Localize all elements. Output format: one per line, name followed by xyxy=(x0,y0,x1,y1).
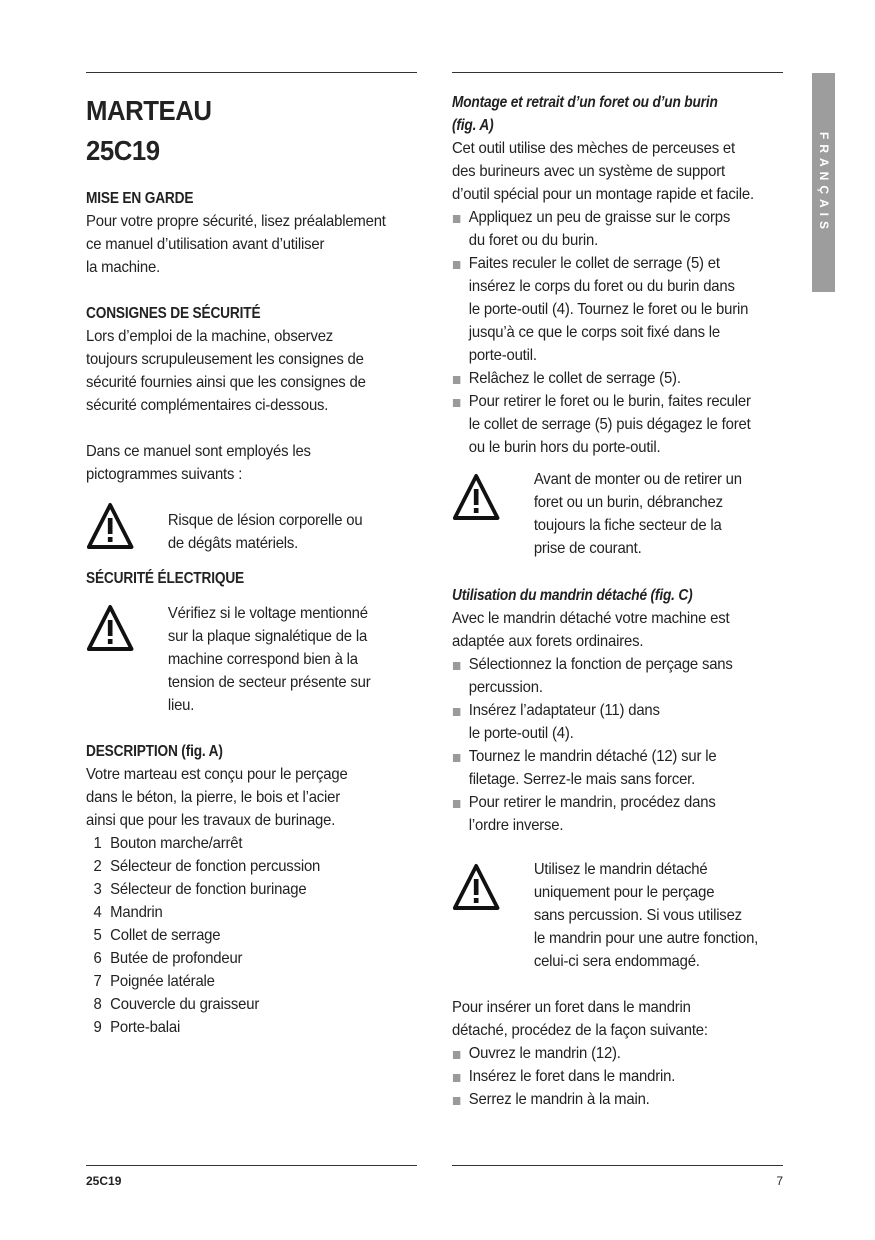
warning-triangle-icon xyxy=(86,502,134,550)
list-item: Tournez le mandrin détaché (12) sur le filetage. Serrez-le mais sans forcer. xyxy=(452,745,782,791)
right-column xyxy=(452,72,783,1111)
parts-list xyxy=(86,832,416,1039)
list-item: Pour retirer le foret ou le burin, faites reculer le collet de serrage (5) puis dégagez le foret ou le burin hors du porte-outil. xyxy=(452,390,782,459)
list-item: Pour retirer le mandrin, procédez dans l’ordre inverse. xyxy=(452,791,782,837)
language-tab-label: FRANÇAIS xyxy=(816,131,831,234)
warning-chuck: Utilisez le mandrin détaché uniquement pour le perçage sans percussion. Si vous utilisez le mandrin pour une autre fonction, celui-ci sera endommagé. xyxy=(452,861,782,973)
mandrin-insert-text: Pour insérer un foret dans le mandrin détaché, procédez de la façon suivante: xyxy=(452,999,708,1039)
language-tab xyxy=(812,73,835,292)
consignes-heading: CONSIGNES DE SÉCURITÉ xyxy=(86,305,261,322)
warning-unplug: Avant de monter ou de retirer un foret ou un burin, débranchez toujours la fiche secteur de la prise de courant. xyxy=(452,471,782,560)
electrique-heading: SÉCURITÉ ÉLECTRIQUE xyxy=(86,570,245,587)
list-item: Ouvrez le mandrin (12). xyxy=(452,1042,782,1065)
warning-voltage: Vérifiez si le voltage mentionné sur la plaque signalétique de la machine correspond bien à la tension de secteur présente sur lieu. xyxy=(86,602,416,717)
montage-text: Cet outil utilise des mèches de perceuses et des burineurs avec un système de support d’outil spécial pour un montage rapide et facile. xyxy=(452,140,754,203)
mise-en-garde-heading: MISE EN GARDE xyxy=(86,190,194,207)
left-column xyxy=(86,72,417,1039)
footer-model: 25C19 xyxy=(86,1174,122,1188)
mandrin-insert-steps xyxy=(452,1042,782,1111)
mandrin-steps xyxy=(452,653,782,837)
mandrin-text: Avec le mandrin détaché votre machine est adaptée aux forets ordinaires. xyxy=(452,610,730,650)
list-item: 4 Mandrin xyxy=(93,904,163,921)
warning-triangle-icon xyxy=(86,604,134,652)
footer-left xyxy=(86,1165,417,1188)
list-item: 7 Poignée latérale xyxy=(93,973,215,990)
warning-triangle-icon xyxy=(452,473,500,521)
page-title: MARTEAU 25C19 xyxy=(86,95,212,166)
top-rule-left xyxy=(86,72,417,73)
montage-heading: Montage et retrait d’un foret ou d’un burin (fig. A) xyxy=(452,94,718,134)
list-item: Sélectionnez la fonction de perçage sans percussion. xyxy=(452,653,782,699)
list-item: 1 Bouton marche/arrêt xyxy=(93,835,243,852)
warning-triangle-icon xyxy=(452,863,500,911)
description-heading: DESCRIPTION (fig. A) xyxy=(86,743,223,760)
page-number: 7 xyxy=(776,1174,783,1188)
mandrin-heading: Utilisation du mandrin détaché (fig. C) xyxy=(452,587,693,604)
list-item: 2 Sélecteur de fonction percussion xyxy=(93,858,321,875)
pictogrammes-text: Dans ce manuel sont employés les pictogrammes suivants : xyxy=(86,443,311,483)
warning-injury: Risque de lésion corporelle ou de dégâts matériels. xyxy=(86,500,416,555)
list-item: Appliquez un peu de graisse sur le corps du foret ou du burin. xyxy=(452,206,782,252)
mise-en-garde-text: Pour votre propre sécurité, lisez préalablement ce manuel d’utilisation avant d’utiliser la machine. xyxy=(86,213,386,276)
list-item: Serrez le mandrin à la main. xyxy=(452,1088,782,1111)
list-item: Faites reculer le collet de serrage (5) et insérez le corps du foret ou du burin dans le porte-outil (4). Tournez le foret ou le burin jusqu’à ce que le corps soit fixé dans le porte-outil. xyxy=(452,252,782,367)
list-item: Insérez le foret dans le mandrin. xyxy=(452,1065,782,1088)
footer-right xyxy=(452,1165,783,1188)
list-item: Relâchez le collet de serrage (5). xyxy=(452,367,782,390)
list-item: 9 Porte-balai xyxy=(93,1019,181,1036)
consignes-text: Lors d’emploi de la machine, observez toujours scrupuleusement les consignes de sécurité fournies ainsi que les consignes de sécurité complémentaires ci-dessous. xyxy=(86,328,366,414)
list-item: 8 Couvercle du graisseur xyxy=(93,996,260,1013)
list-item: 5 Collet de serrage xyxy=(93,927,221,944)
list-item: 3 Sélecteur de fonction burinage xyxy=(93,881,307,898)
description-text: Votre marteau est conçu pour le perçage dans le béton, la pierre, le bois et l’acier ainsi que pour les travaux de burinage. xyxy=(86,766,348,829)
montage-steps xyxy=(452,206,782,459)
list-item: 6 Butée de profondeur xyxy=(93,950,243,967)
list-item: Insérez l’adaptateur (11) dans le porte-outil (4). xyxy=(452,699,782,745)
